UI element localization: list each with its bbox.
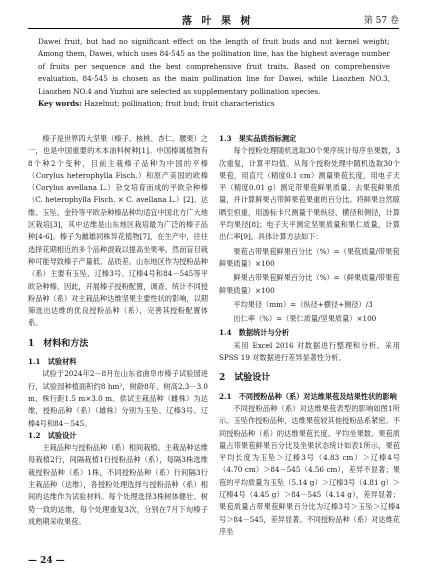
right-column: [219, 133, 400, 538]
formula-average-diameter: 平均果径（mm）=（纵径+横径+侧径）/3: [233, 299, 373, 309]
section-1-2-text: 主栽品种与授粉品种（系）相间栽植。主栽品种达维每栽植2行，间隔栽植1行授粉品种（系），每隔3株选维栽授粉品种（系）1株，不同授粉品种（系）行间隔3行主栽品种（达维），各授粉处理选择与授粉品种（系）相间的达维作为试验材料。每个处理选择3株树体健壮、树势一致的达维，每个处理重复3次，分别在7月下旬榛子成熟期采收果苞。: [28, 443, 208, 526]
section-1-1-text: 试验于2024年2－8月在山东省曲阜市榛子试验园进行，试验园种植面积约8 hm²，树龄8年，树高2.3－3.0 m，株行距1.5 m×3.0 m。供试主栽品种（雌株）为达维，授粉品种（系）（雄株）分别为玉坠、辽榛3号、辽榛4号和84－545。: [28, 369, 208, 428]
keywords-text: Hazelnut; pollination; fruit bud; fruit characteristics: [81, 99, 275, 109]
introduction-paragraph: 榛子是世界四大坚果（榛子、核桃、杏仁、腰果）之一，也是中国重要的木本油料树种[1]。中国榛属植物有8个种2个变种，目前主栽榛子品种为中国的平榛（Corylus heterophylla Fisch.）和原产美国的欧榛（Corylus avellana L.）杂交培育而成的平欧杂种榛（C. heterophylla Fisch. × C. avellana L.）[2]。达维、玉坠、金铃等平欧杂种榛品种均适宜中国北方广大地区栽培[3]，其中达维是山东地区栽培最为广泛的榛子品种[4-6]。榛子为雌雄同株异花植物[7]，在生产中，往往选择花期相近的多个品种混栽以提高坐果率。然而盲目栽种可能导致榛子产量低、品质差。山东地区作为授粉品种（系）主要有玉坠、辽榛3号、辽榛4号和84－545等平欧杂种榛。因此，开展榛子授粉配置，调查、统计不同授粉品种（系）对主栽品种达维坚果主要性状的影响，以期筛选出达维的优良授粉品种（系），完善其授粉配置体系。: [28, 134, 208, 328]
section-2-1-heading: 2.1 不同授粉品种（系）对达维果苞及结果性状的影响: [219, 391, 397, 401]
formula-bract-percent: 果苞占带果苞鲜果百分比（%）=（果苞质量/带果苞鲜果质量）×100: [219, 246, 400, 268]
section-1-3-heading: 1.3 果实品质指标测定: [219, 134, 297, 143]
section-1-4-heading: 1.4 数据统计与分析: [219, 328, 290, 338]
section-1-4-text: 采用 Excel 2016 对数据进行整理和分析，采用 SPSS 19 对数据进行差异显著性分析。: [219, 340, 400, 363]
page-number: — 24 —: [28, 556, 65, 566]
running-header: [28, 12, 399, 29]
formula-fresh-fruit-percent: 鲜果占带果苞鲜果百分比（%）=（鲜果质量/带果苞鲜果质量）×100: [219, 273, 400, 295]
keywords-label: Key words:: [38, 99, 82, 109]
section-1-heading: 1 材料和方法: [28, 338, 89, 349]
left-column: [28, 133, 208, 528]
section-1-2-heading: 1.2 试验设计: [28, 430, 77, 440]
formula-kernel-rate: 出仁率（%）=（果仁质量/坚果质量）×100: [233, 314, 377, 324]
volume-label: 第 57 卷: [363, 16, 399, 26]
section-1-1-heading: 1.1 试验材料: [28, 357, 77, 367]
english-abstract: [38, 36, 390, 110]
section-2-heading: 2 试验设计: [219, 373, 271, 384]
keywords-line: [38, 98, 390, 110]
journal-name: 落 叶 果 树: [182, 16, 254, 27]
section-2-1-text: 不同授粉品种（系）对达维果苞表型的影响如图1所示。玉坠作授粉品种，达维果苞较其他授粉品系紧密。不同授粉品种（系）的达维果苞长度、平均坐果数、果苞质量占带果苞鲜果百分比及坐果状态统计如表1所示，果苞平均长度为玉坠＞辽榛3号（4.83 cm）＞辽榛4号（4.70 cm）＞84－545（4.56 cm），差异不显著；果苞的平均质量为玉坠（5.14 g）＞辽榛3号（4.81 g）＞辽榛4号（4.45 g）＞84－545（4.14 g），差异显著；果苞质量占带果苞鲜果百分比为辽榛3号＞玉坠＞辽榛4号＞84－545，差异显著。不同授粉品种（系）对达维花序坐: [219, 403, 400, 536]
section-1-3-text: 每个授粉处理随机选取30个果序统计每序坐果数，3次重复，计算平均值。从每个授粉处理中随机选取30个果苞，用直尺（精度0.1 cm）测量果苞长度，用电子天平（精度0.01 g）测定带果苞鲜果质量、去果苞鲜果质量，并计算鲜果占带鲜果苞果重的百分比。将鲜果自然晾晒至恒重，用游标卡尺测量干果纵径、横径和侧径，计算平均果径[8]；电子天平测定坚果质量和果仁质量，计算出仁率[9]。具体计算方法如下：: [219, 146, 400, 242]
english-abstract-text: Dawei fruit, but had no significant effect on the length of fruit buds and nut kernel weight; Among them, Dawei, which uses 84-545 as the pollination line, has the highest average number of fruits per sequence and the best comprehensive fruit traits. Based on comprehensive evaluation, 84-545 is chosen as the main pollination line for Dawei, while Liaozhen NO.3, Liaozhen NO.4 and Yuzhui are selected as supplementary pollination species.: [38, 37, 390, 96]
